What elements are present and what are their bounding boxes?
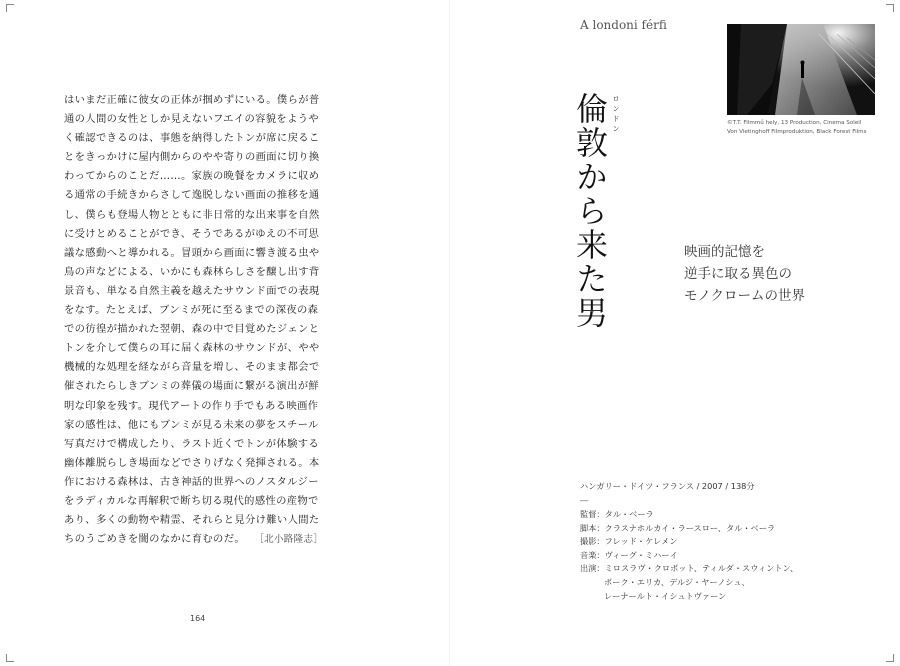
body-line: とをきっかけに屋内側からのやや寄りの画面に切り換 <box>64 151 320 164</box>
body-line: 通の人間の女性としか見えないフエイの容貌をようや <box>64 113 320 126</box>
credit-cast: 出演：ミロスラヴ・クロボット、ティルダ・スウィントン、 <box>580 563 799 574</box>
page-number: 164 <box>190 614 206 623</box>
film-credits <box>580 481 798 604</box>
film-title-vertical: 倫敦から来た男 <box>571 92 609 330</box>
photo-credit <box>727 119 887 137</box>
film-meta: ハンガリー・ドイツ・フランス / 2007 / 138分 <box>580 481 755 491</box>
body-line: をなす。たとえば、ブンミが死に至るまでの深夜の森 <box>64 304 319 317</box>
body-line: 議な感動へと導かれる。冒頭から画面に響き渡る虫や <box>64 246 320 259</box>
body-line: 写真だけで構成したり、ラスト近くでトンが体験する <box>64 437 320 450</box>
credit-cinematography: 撮影：フレッド・ケレメン <box>580 536 678 547</box>
body-line-last <box>64 530 332 549</box>
body-line: わってからのことだ……。家族の晩餐をカメラに収め <box>64 170 320 183</box>
body-line: 鳥の声などによる、いかにも森林らしさを醸し出す背 <box>64 265 320 278</box>
body-line: 家の感性は、他にもブンミが見る未来の夢をスチール <box>64 418 319 431</box>
crop-mark <box>893 4 894 12</box>
catchphrase <box>684 241 805 307</box>
body-line: く確認できるのは、事態を納得したトンが席に戻るこ <box>64 132 320 145</box>
body-line: あり、多くの動物や精霊、それらと見分け難い人間た <box>64 514 320 527</box>
body-line: る通常の手続きからさして逸脱しない画面の推移を通 <box>64 189 320 202</box>
body-line: トンを介して僕らの耳に届く森林のサウンドが、やや <box>64 342 320 355</box>
credit-music: 音楽：ヴィーグ・ミハーイ <box>580 549 678 560</box>
body-line: 作における森林は、古き神話的世界へのノスタルジー <box>64 475 319 488</box>
title-ruby: ロンドン <box>612 95 620 135</box>
credit-director: 監督：タル・ベーラ <box>580 509 654 519</box>
body-line: し、僕らも登場人物とともに非日常的な出来事を自然 <box>64 208 320 221</box>
photo-credit-line: ©T.T. Filmmű hely, 13 Production, Cinema Soleil <box>727 120 862 126</box>
credit-screenplay: 脚本：クラスナホルカイ・ラースロー、タル・ベーラ <box>580 522 776 533</box>
original-title: A londoni férfi <box>580 18 667 32</box>
body-line: をラディカルな再解釈で断ち切る現代的感性の産物で <box>64 494 319 507</box>
catchphrase-line: 逆手に取る異色の <box>684 266 792 282</box>
film-still-photo <box>727 24 875 115</box>
author-signature: ［北小路隆志］ <box>259 534 324 546</box>
body-line-text: ちのうごめきを闇のなかに育むのだ。 <box>64 533 245 546</box>
body-line: での彷徨が描かれた翌朝、森の中で目覚めたジェンと <box>64 323 320 336</box>
credits-dash: ― <box>580 495 589 505</box>
body-line: 機械的な処理を経ながら音量を増し、そのまま都会で <box>64 361 320 374</box>
body-line: 催されたらしきブンミの葬儀の場面に繋がる演出が鮮 <box>64 380 320 393</box>
body-line: に受けとめることができ、そうであるがゆえの不可思 <box>64 227 320 240</box>
crop-mark <box>886 661 894 662</box>
credit-cast-cont: レーナールト・イシュトヴァーン <box>604 590 727 601</box>
catchphrase-line: 映画的記憶を <box>684 244 765 260</box>
catchphrase-line: モノクロームの世界 <box>684 288 805 304</box>
crop-mark <box>886 4 894 5</box>
body-line: 幽体離脱らしき場面などでさりげなく発揮される。本 <box>64 456 320 469</box>
body-line: 景音も、単なる自然主義を越えたサウンド面での表現 <box>64 284 320 297</box>
film-still-image <box>727 24 875 115</box>
body-line: 明な印象を残す。現代アートの作り手でもある映画作 <box>64 399 319 412</box>
body-text <box>64 91 332 549</box>
photo-credit-line: Von Vietinghoff Filmproduktion, Black Forest Films <box>727 129 867 135</box>
body-line: はいまだ正確に彼女の正体が掴めずにいる。僕らが普 <box>64 94 320 106</box>
credit-cast-cont: ボーク・エリカ、デルジ・ヤーノシュ、 <box>604 576 750 587</box>
